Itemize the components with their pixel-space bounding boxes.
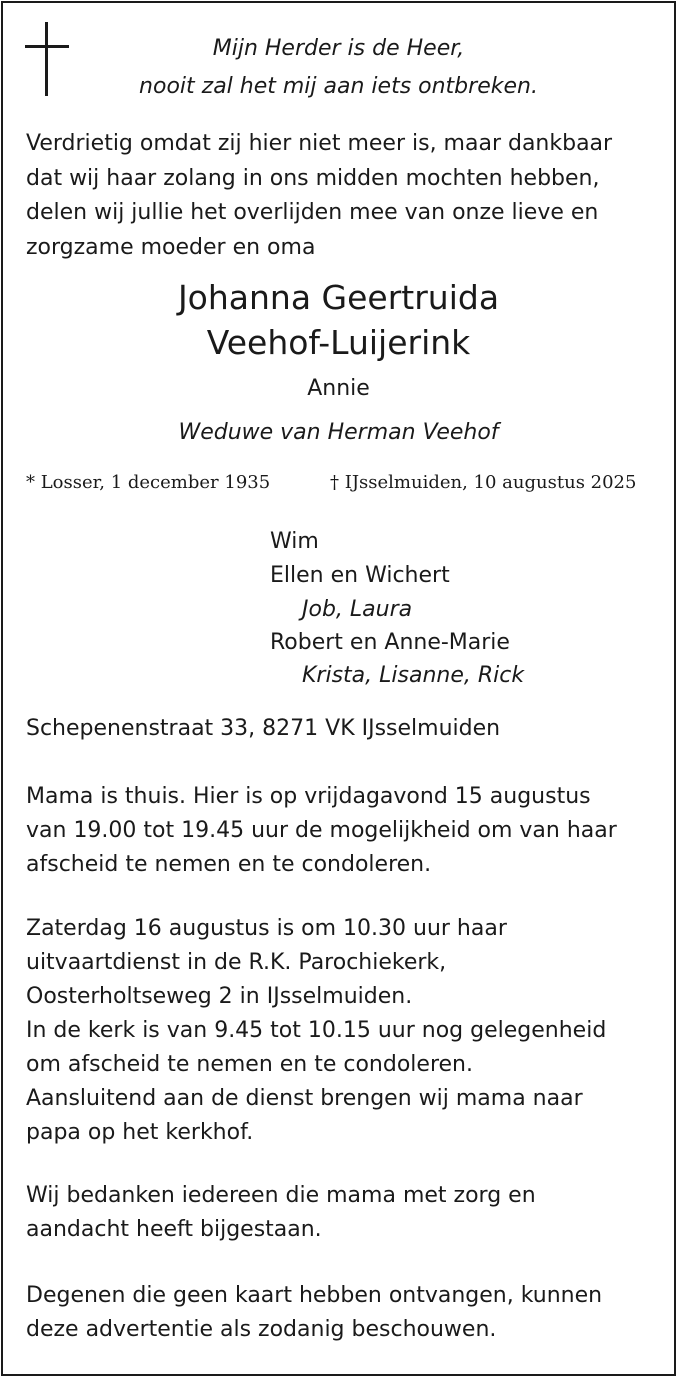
death-date: † IJsselmuiden, 10 augustus 2025 [330, 472, 637, 493]
closing-line-1: Degenen die geen kaart hebben ontvangen, kunnen [26, 1283, 603, 1308]
family-member: Robert en Anne-Marie [270, 630, 510, 655]
service-line-7: papa op het kerkhof. [26, 1120, 254, 1145]
intro-line-1: Verdrietig omdat zij hier niet meer is, maar dankbaar [26, 131, 613, 156]
closing-line-2: deze advertentie als zodanig beschouwen. [26, 1317, 497, 1342]
service-line-3: Oosterholtseweg 2 in IJsselmuiden. [26, 984, 413, 1009]
intro-line-3: delen wij jullie het overlijden mee van onze lieve en [26, 200, 599, 225]
deceased-nickname: Annie [307, 376, 370, 401]
service-line-5: om afscheid te nemen en te condoleren. [26, 1052, 473, 1077]
birth-date: * Losser, 1 december 1935 [26, 472, 271, 493]
visit-line-2: van 19.00 tot 19.45 uur de mogelijkheid om van haar [26, 818, 617, 843]
widow-of: Weduwe van Herman Veehof [178, 420, 499, 445]
grandchildren: Job, Laura [302, 597, 413, 622]
visit-line-3: afscheid te nemen en te condoleren. [26, 852, 432, 877]
thanks-line-2: aandacht heeft bijgestaan. [26, 1217, 322, 1242]
thanks-line-1: Wij bedanken iedereen die mama met zorg en [26, 1183, 536, 1208]
visit-line-1: Mama is thuis. Hier is op vrijdagavond 15 augustus [26, 784, 591, 809]
intro-line-4: zorgzame moeder en oma [26, 235, 316, 260]
motto-line-1: Mijn Herder is de Heer, [212, 36, 465, 61]
family-member: Wim [270, 529, 319, 554]
service-line-6: Aansluitend aan de dienst brengen wij mama naar [26, 1086, 583, 1111]
service-line-1: Zaterdag 16 augustus is om 10.30 uur haar [26, 916, 507, 941]
family-member: Ellen en Wichert [270, 563, 450, 588]
motto-line-2: nooit zal het mij aan iets ontbreken. [139, 74, 538, 99]
intro-line-2: dat wij haar zolang in ons midden mochten hebben, [26, 166, 600, 191]
service-line-4: In de kerk is van 9.45 tot 10.15 uur nog gelegenheid [26, 1018, 607, 1043]
deceased-name-line-2: Veehof-Luijerink [206, 323, 471, 362]
grandchildren: Krista, Lisanne, Rick [302, 663, 525, 688]
deceased-name-line-1: Johanna Geertruida [177, 278, 500, 317]
home-address: Schepenenstraat 33, 8271 VK IJsselmuiden [26, 716, 501, 741]
service-line-2: uitvaartdienst in de R.K. Parochiekerk, [26, 950, 447, 975]
